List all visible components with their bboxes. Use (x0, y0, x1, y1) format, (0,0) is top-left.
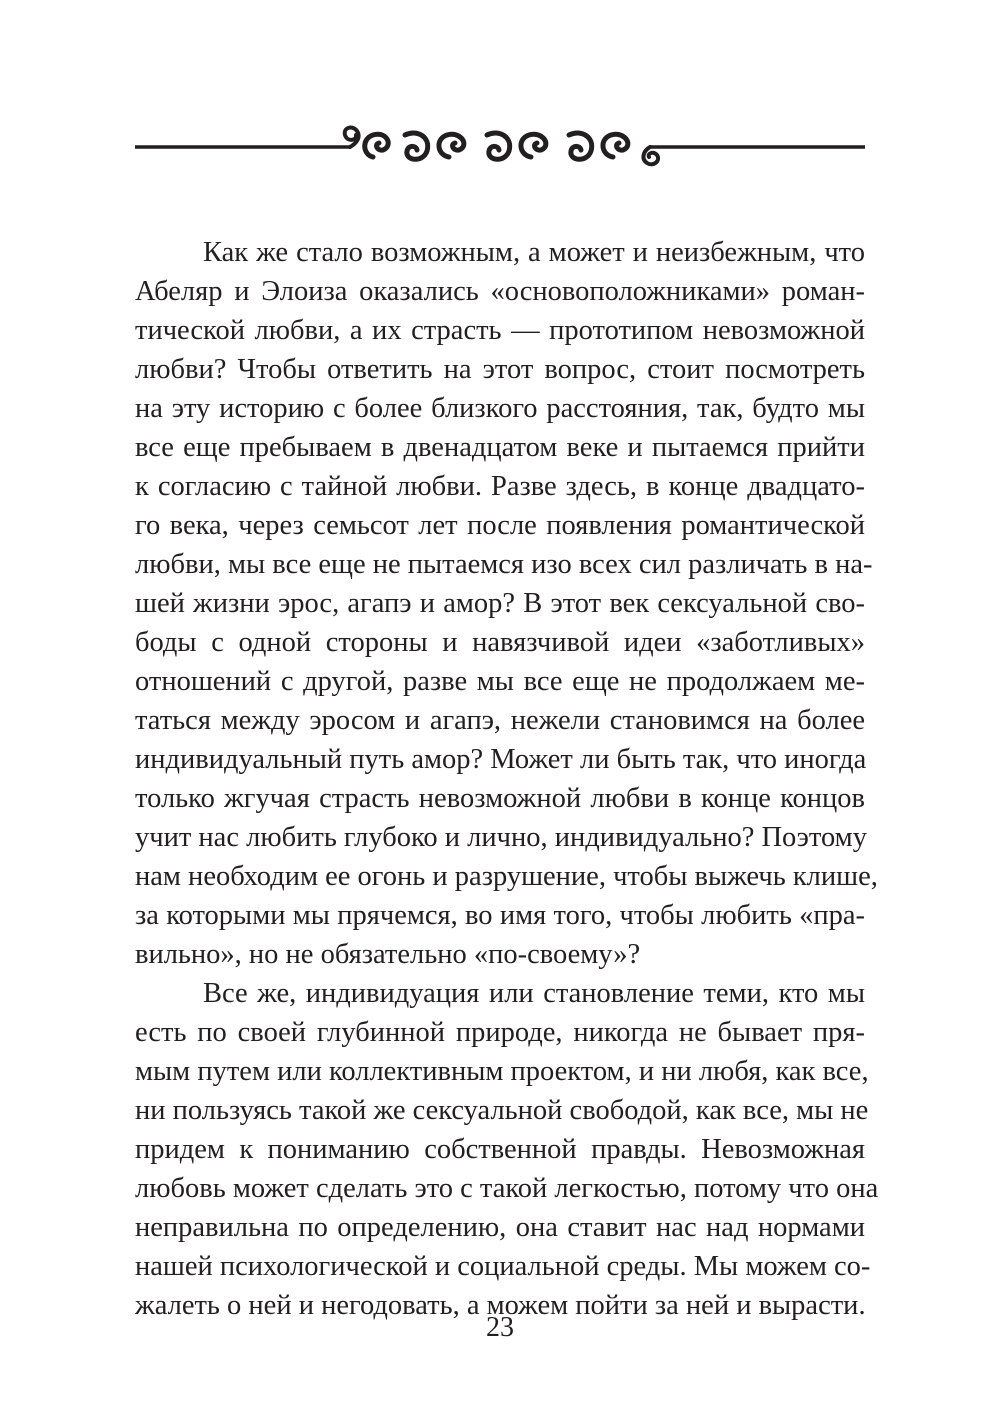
text-line: таться между эросом и агапэ, нежели становимся на более (135, 705, 865, 736)
text-line: Все же, индивидуация или становление теми, кто мы (203, 978, 865, 1009)
paragraph-2 (135, 974, 879, 1325)
text-line: все еще пребываем в двенадцатом веке и пытаемся прийти (135, 432, 865, 463)
text-line: неправильна по определению, она ставит нас над нормами (135, 1212, 865, 1243)
text-line: любви? Чтобы ответить на этот вопрос, стоит посмотреть (135, 354, 865, 385)
text-line: отношений с другой, разве мы все еще не продолжаем ме- (135, 666, 865, 697)
text-line: учит нас любить глубоко и лично, индивидуально? Поэтому (135, 822, 867, 853)
text-line: тической любви, а их страсть — прототипом невозможной (135, 315, 865, 346)
text-line: на эту историю с более близкого расстояния, так, будто мы (135, 393, 865, 424)
text-line: любовь может сделать это с такой легкостью, потому что она (135, 1173, 879, 1204)
decorative-divider-icon (135, 115, 865, 177)
text-line: любви, мы все еще не пытаемся изо всех сил различать в на- (135, 549, 873, 580)
text-line: го века, через семьсот лет после появления романтической (135, 510, 865, 541)
text-line: к согласию с тайной любви. Разве здесь, в конце двадцато- (135, 471, 865, 502)
text-line: индивидуальный путь амор? Может ли быть так, что иногда (135, 744, 867, 775)
text-line: Абеляр и Элоиза оказались «основоположниками» роман- (135, 276, 865, 307)
text-line: мым путем или коллективным проектом, и ни любя, как все, (135, 1056, 869, 1087)
text-line: боды с одной стороны и навязчивой идеи «заботливых» (135, 627, 865, 658)
text-line: есть по своей глубинной природе, никогда не бывает пря- (135, 1017, 865, 1048)
text-line: ни пользуясь такой же сексуальной свободой, как все, мы не (135, 1095, 869, 1126)
text-line: нашей психологической и социальной среды. Мы можем со- (135, 1251, 871, 1282)
text-line: нам необходим ее огонь и разрушение, чтобы выжечь клише, (135, 861, 878, 892)
text-line: шей жизни эрос, агапэ и амор? В этот век сексуальной сво- (135, 588, 865, 619)
paragraph-1 (135, 233, 878, 974)
text-line: только жгучая страсть невозможной любви в конце концов (135, 783, 865, 814)
text-line: за которыми мы прячемся, во имя того, чтобы любить «пра- (135, 900, 865, 931)
text-line: вильно», но не обязательно «по-своему»? (135, 939, 641, 970)
page-number: 23 (486, 1312, 514, 1343)
body-text (135, 233, 879, 1325)
text-line: жалеть о ней и негодовать, а можем пойти за ней и вырасти. (135, 1290, 866, 1321)
text-line: Как же стало возможным, а может и неизбежным, что (203, 237, 865, 268)
text-line: придем к пониманию собственной правды. Невозможная (135, 1134, 865, 1165)
